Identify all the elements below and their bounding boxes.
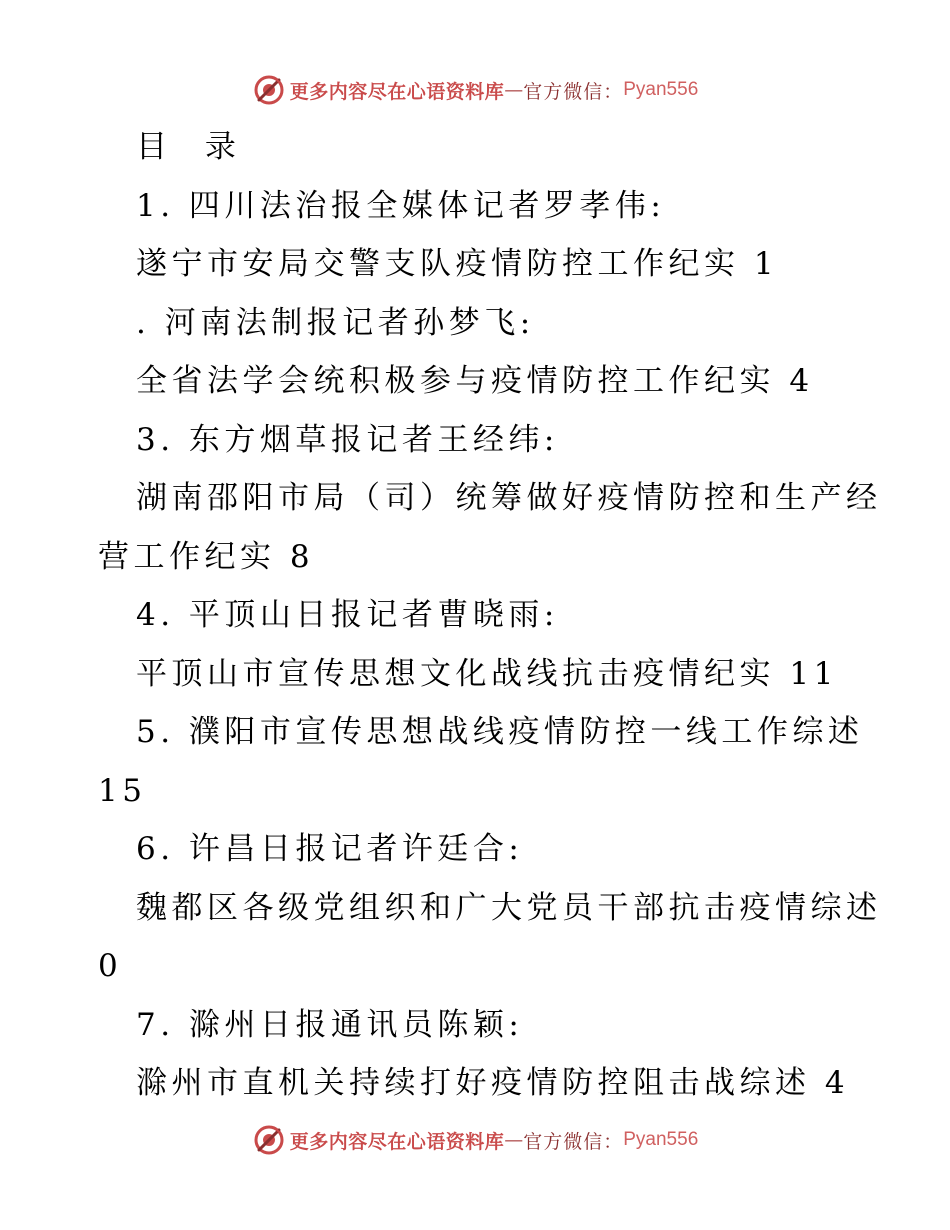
watermark-account: Pyan556 [623, 79, 699, 100]
toc-entry-title-continued: 营工作纪实 8 [98, 538, 315, 575]
toc-entry-title: 平顶山市宣传思想文化战线抗击疫情纪实 11 [136, 655, 838, 692]
toc-entry-title: 滁州市直机关持续打好疫情防控阻击战综述 4 [136, 1065, 850, 1101]
seal-logo-icon [252, 73, 286, 107]
seal-logo-icon [252, 1123, 286, 1157]
watermark-separator: — [504, 79, 524, 101]
watermark-brand: 更多内容尽在心语资料库 [289, 80, 505, 103]
toc-entry-heading: . 河南法制报记者孙梦飞: [136, 304, 535, 341]
toc-title: 目 录 [136, 129, 250, 165]
toc-entry-heading: 4. 平顶山日报记者曹晓雨: [136, 597, 559, 633]
toc-entry-heading: 6. 许昌日报记者许廷合: [136, 831, 524, 867]
watermark-separator: — [504, 1129, 524, 1151]
toc-entry-heading: 5. 濮阳市宣传思想战线疫情防控一线工作综述 [136, 714, 864, 750]
toc-entry-page-number: 0 [98, 948, 123, 984]
toc-entry-heading: 7. 滁州日报通讯员陈颖: [136, 1006, 524, 1043]
header-watermark [0, 70, 950, 110]
table-of-contents [0, 118, 950, 1113]
toc-entry-title: 湖南邵阳市局（司）统筹做好疫情防控和生产经 [136, 480, 882, 516]
footer-watermark [0, 1120, 950, 1160]
watermark-label: 官方微信： [523, 1130, 624, 1153]
toc-entry-page-number: 15 [98, 772, 147, 809]
watermark-brand: 更多内容尽在心语资料库 [289, 1130, 505, 1153]
toc-entry-title: 全省法学会统积极参与疫情防控工作纪实 4 [136, 363, 814, 399]
watermark-account: Pyan556 [623, 1129, 699, 1150]
toc-entry-title: 遂宁市安局交警支队疫情防控工作纪实 1 [136, 246, 779, 282]
toc-entry-heading: 1. 四川法治报全媒体记者罗孝伟: [136, 187, 666, 224]
toc-entry-title: 魏都区各级党组织和广大党员干部抗击疫情综述 [136, 889, 882, 926]
watermark-label: 官方微信： [523, 80, 624, 103]
toc-entry-heading: 3. 东方烟草报记者王经纬: [136, 421, 559, 458]
